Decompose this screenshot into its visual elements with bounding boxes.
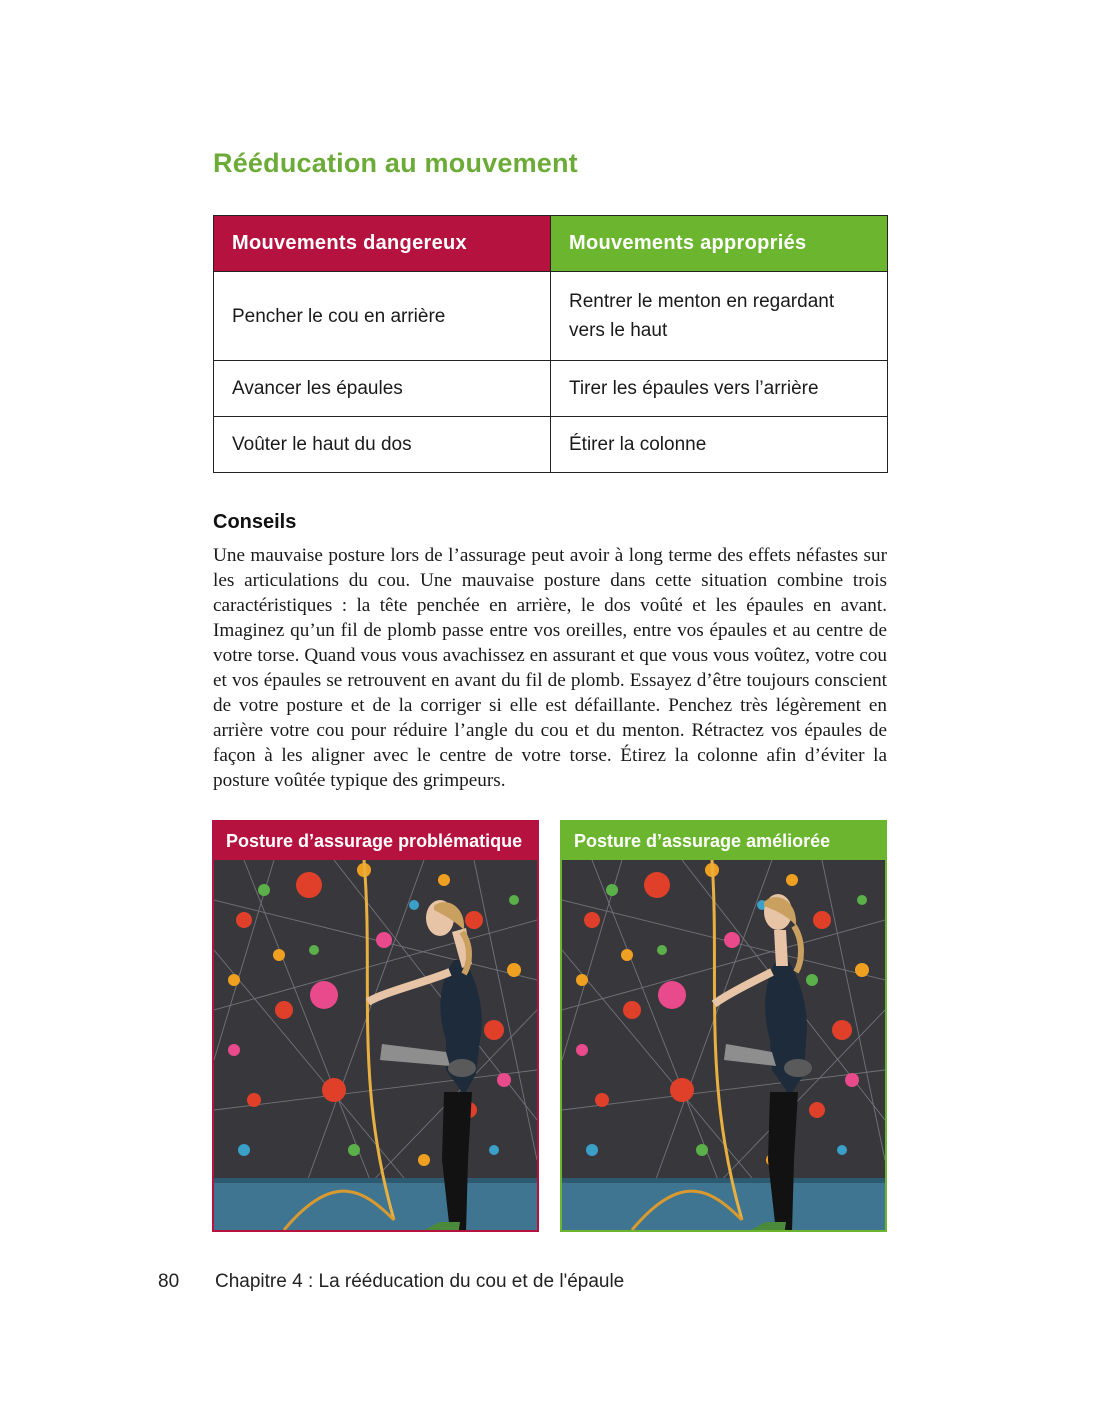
movement-table [213, 215, 888, 473]
page-title: Rééducation au mouvement [213, 148, 578, 178]
table-header-row [214, 216, 888, 272]
table-cell-appropriate: Tirer les épaules vers l’arrière [551, 361, 888, 417]
photo-caption-improved: Posture d’assurage améliorée [562, 822, 885, 860]
table-cell-appropriate: Étirer la colonne [551, 417, 888, 473]
conseils-paragraph: Une mauvaise posture lors de l’assurage peut avoir à long terme des effets néfastes sur les articulations du cou. Une mauvaise posture dans cette situation combine trois caractéristiques : la tête penchée en arrière, le dos voûté et les épaules en avant. Imaginez qu’un fil de plomb passe entre vos oreilles, entre vos épaules et au centre de votre torse. Quand vous vous avachissez en assurant et que vous vous voûtez, votre cou et vos épaules se retrouvent en avant du fil de plomb. Essayez d’être toujours conscient de votre posture et de la corriger si elle est défaillante. Penchez très légèrement en arrière votre cou pour réduire l’angle du cou et du menton. Rétractez vos épaules de façon à les aligner avec le centre de votre torse. Étirez la colonne afin d’éviter la posture voûtée typique des grimpeurs. [213, 545, 887, 791]
header-dangerous-movements: Mouvements dangereux [214, 216, 551, 272]
photo-card-improved [560, 820, 887, 1232]
header-appropriate-movements: Mouvements appropriés [551, 216, 888, 272]
page-number: 80 [158, 1271, 180, 1292]
climber-photo-problematic [214, 860, 537, 1230]
photo-caption-problematic: Posture d’assurage problématique [214, 822, 537, 860]
table-cell-dangerous: Voûter le haut du dos [214, 417, 551, 473]
table-cell-dangerous: Pencher le cou en arrière [214, 272, 551, 361]
chapter-title: Chapitre 4 : La rééducation du cou et de l'épaule [215, 1271, 625, 1292]
table-row [214, 417, 888, 473]
table-row [214, 361, 888, 417]
table-cell-appropriate: Rentrer le menton en regardant vers le haut [551, 272, 888, 361]
conseils-heading: Conseils [213, 511, 297, 533]
table-row [214, 272, 888, 361]
table-cell-dangerous: Avancer les épaules [214, 361, 551, 417]
climber-photo-improved [562, 860, 885, 1230]
photo-card-problematic [212, 820, 539, 1232]
